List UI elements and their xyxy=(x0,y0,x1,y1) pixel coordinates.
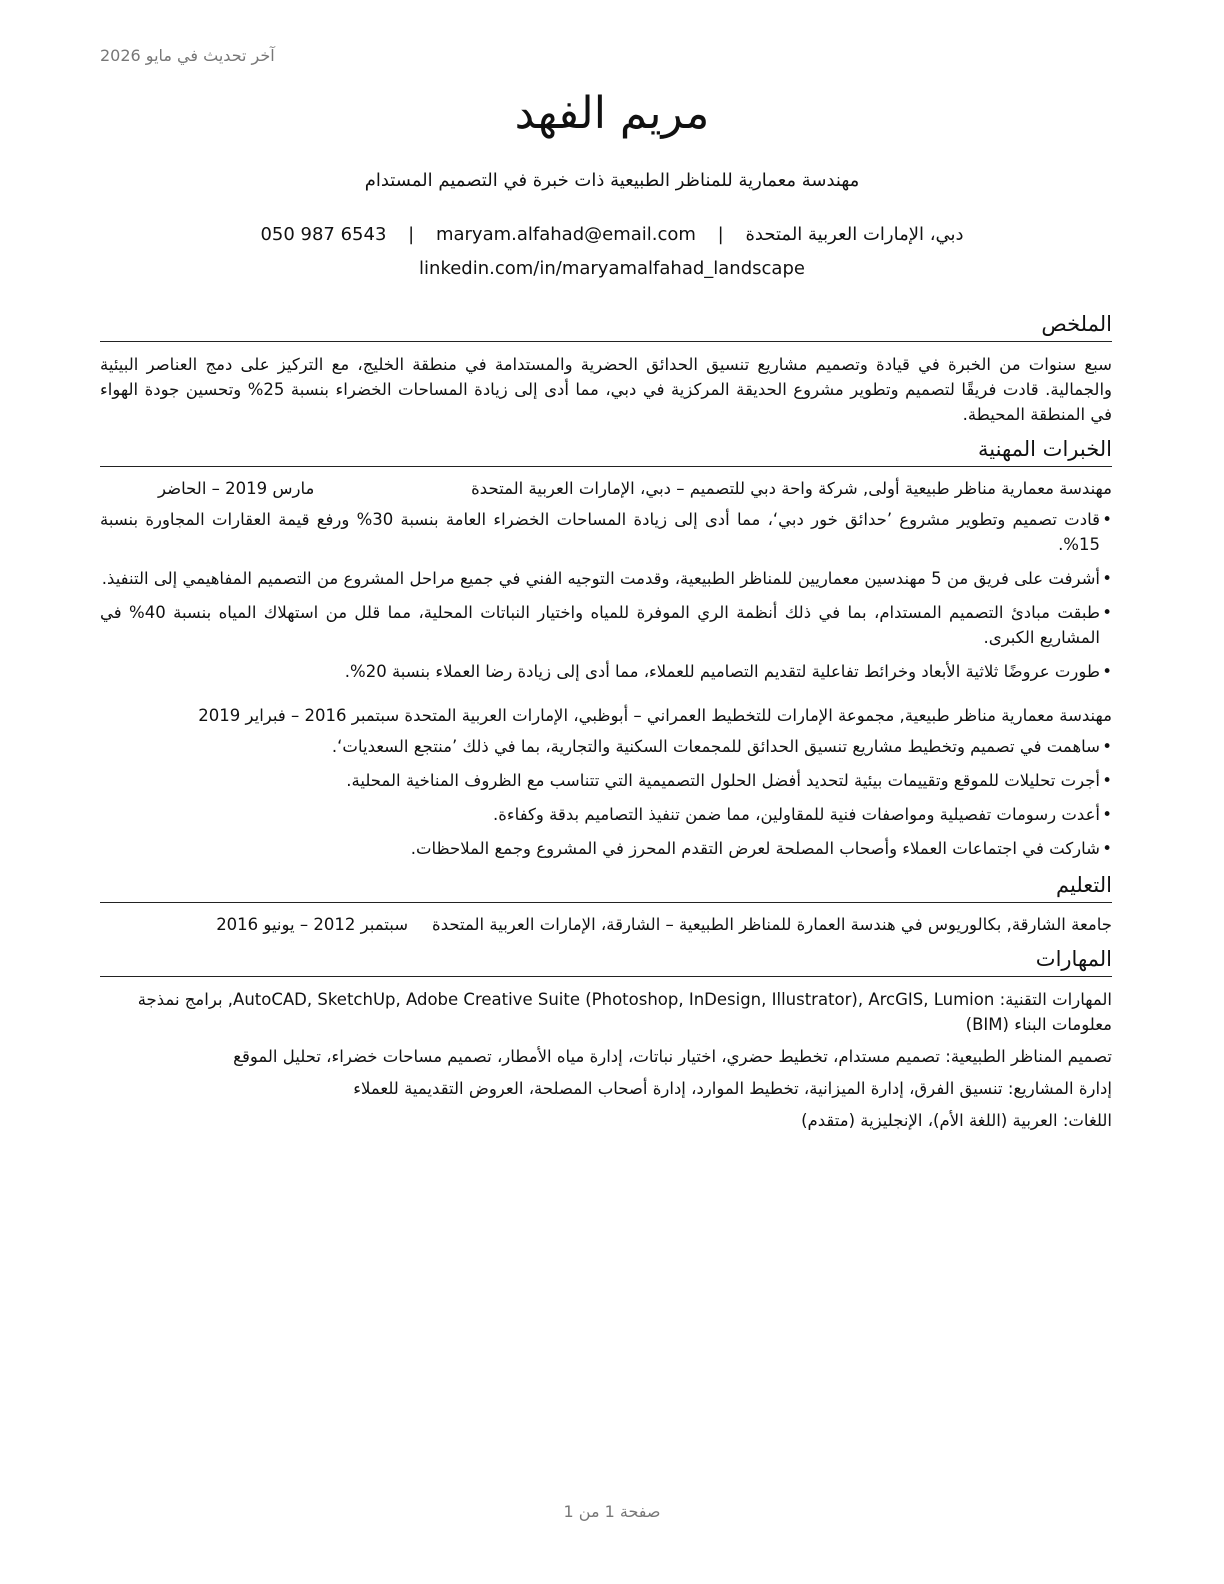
list-item: • طورت عروضًا ثلاثية الأبعاد وخرائط تفاعلية لتقديم التصاميم للعملاء، مما أدى إلى زيادة رضا العملاء بنسبة 20%. xyxy=(100,659,1112,684)
list-item: • شاركت في اجتماعات العملاء وأصحاب المصلحة لعرض التقدم المحرز في المشروع وجمع الملاحظات. xyxy=(100,836,1112,861)
list-item: • أجرت تحليلات للموقع وتقييمات بيئية لتحديد أفضل الحلول التصميمية التي تتناسب مع الظروف المناخية المحلية. xyxy=(100,768,1112,793)
job-bullets xyxy=(100,734,1112,861)
candidate-name: مريم الفهد xyxy=(514,88,710,139)
section-title-experience: الخبرات المهنية xyxy=(100,435,1112,467)
summary-text: سبع سنوات من الخبرة في قيادة وتصميم مشاريع تنسيق الحدائق الحضرية والمستدامة في منطقة الخليج، مع التركيز على دمج العناصر البيئية والجمالية. قادت فريقًا لتصميم وتطوير مشروع الحديقة المركزية في دبي، مما أدى إلى زيادة المساحات الخضراء بنسبة 25% وتحسين جودة الهواء في المنطقة المحيطة. xyxy=(100,355,1113,424)
contact-separator: | xyxy=(408,224,415,245)
contact-email[interactable]: maryam.alfahad@email.com xyxy=(435,224,696,245)
job-title-company: مهندسة معمارية مناظر طبيعية, مجموعة الإمارات للتخطيط العمراني – أبوظبي، الإمارات العربية المتحدة سبتمبر 2016 – فبراير 2019 xyxy=(198,706,1112,725)
section-title-summary: الملخص xyxy=(100,310,1112,342)
education-entry xyxy=(100,913,1112,937)
skill-line: المهارات التقنية: AutoCAD, SketchUp, Adobe Creative Suite (Photoshop, InDesign, Illustrator), ArcGIS, Lumion, برامج نمذجة معلومات البناء (BIM) xyxy=(137,990,1112,1034)
section-title-skills: المهارات xyxy=(100,945,1112,977)
job-bullets xyxy=(100,507,1112,684)
page-number: صفحة 1 من 1 xyxy=(563,1502,661,1521)
contact-phone[interactable]: 050 987 6543 xyxy=(260,224,387,245)
experience-section xyxy=(100,435,1112,861)
list-item: • أعدت رسومات تفصيلية ومواصفات فنية للمقاولين، مما ضمن تنفيذ التصاميم بدقة وكفاءة. xyxy=(100,802,1112,827)
skill-line: إدارة المشاريع: تنسيق الفرق، إدارة الميزانية، تخطيط الموارد، إدارة أصحاب المصلحة، العروض التقديمية للعملاء xyxy=(353,1079,1112,1098)
skills-section xyxy=(100,945,1112,1133)
contact-linkedin[interactable]: linkedin.com/in/maryamalfahad_landscape xyxy=(419,258,805,279)
contact-location: دبي، الإمارات العربية المتحدة xyxy=(745,224,964,245)
candidate-tagline: مهندسة معمارية للمناظر الطبيعية ذات خبرة في التصميم المستدام xyxy=(364,170,860,191)
job-entry xyxy=(100,477,1112,684)
section-title-education: التعليم xyxy=(100,871,1112,903)
contact-separator: | xyxy=(717,224,724,245)
job-title-company: مهندسة معمارية مناظر طبيعية أولى, شركة واحة دبي للتصميم – دبي، الإمارات العربية المتحدة xyxy=(471,479,1112,498)
job-entry xyxy=(100,704,1112,861)
list-item: • ساهمت في تصميم وتخطيط مشاريع تنسيق الحدائق للمجمعات السكنية والتجارية، بما في ذلك ’منتجع السعديات‘. xyxy=(100,734,1112,759)
skill-line: تصميم المناظر الطبيعية: تصميم مستدام، تخطيط حضري، اختيار نباتات، إدارة مياه الأمطار، تصميم مساحات خضراء، تحليل الموقع xyxy=(233,1047,1112,1066)
summary-section xyxy=(100,310,1112,427)
education-degree: جامعة الشارقة, بكالوريوس في هندسة العمارة للمناظر الطبيعية – الشارقة، الإمارات العربية المتحدة xyxy=(432,915,1112,934)
education-section xyxy=(100,871,1112,937)
job-dates: مارس 2019 – الحاضر xyxy=(158,479,315,498)
resume-body xyxy=(100,310,1112,1140)
job-header xyxy=(100,477,1112,501)
job-header xyxy=(100,704,1112,728)
list-item: • قادت تصميم وتطوير مشروع ’حدائق خور دبي‘، مما أدى إلى زيادة المساحات الخضراء العامة بنسبة 30% ورفع قيمة العقارات المجاورة بنسبة 15%. xyxy=(100,507,1112,557)
last-updated-note: آخر تحديث في مايو 2026 xyxy=(100,46,275,65)
list-item: • طبقت مبادئ التصميم المستدام، بما في ذلك أنظمة الري الموفرة للمياه واختيار النباتات المحلية، مما قلل من استهلاك المياه بنسبة 40% في المشاريع الكبرى. xyxy=(100,600,1112,650)
list-item: • أشرفت على فريق من 5 مهندسين معماريين للمناظر الطبيعية، وقدمت التوجيه الفني في جميع مراحل المشروع من التصميم المفاهيمي إلى التنفيذ. xyxy=(100,566,1112,591)
education-dates: سبتمبر 2012 – يونيو 2016 xyxy=(216,915,409,934)
skill-line: اللغات: العربية (اللغة الأم)، الإنجليزية (متقدم) xyxy=(801,1111,1112,1130)
contact-line xyxy=(0,224,1224,245)
